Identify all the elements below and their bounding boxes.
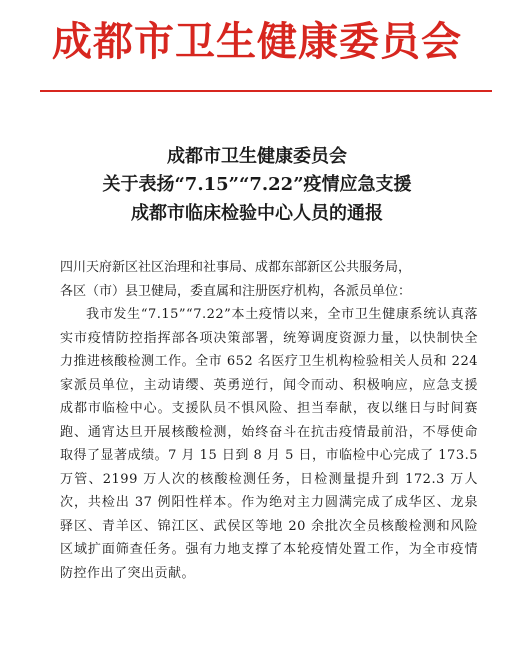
addressee-line-2: 各区（市）县卫健局，委直属和注册医疗机构，各派员单位： xyxy=(60,283,412,299)
notice-title-line-1: 成都市卫生健康委员会 xyxy=(167,146,347,167)
notice-title-line-3: 成都市临床检验中心人员的通报 xyxy=(131,203,383,224)
notice-title-line-2: 关于表扬“7.15”“7.22”疫情应急支援 xyxy=(102,174,412,195)
letterhead-org-name: 成都市卫生健康委员会 xyxy=(52,18,462,65)
addressee-block xyxy=(60,256,478,303)
addressee-line-1: 四川天府新区社区治理和社事局、成都东部新区公共服务局， xyxy=(60,260,412,275)
letterhead-red-rule xyxy=(40,90,492,92)
body-paragraph-1: 我市发生“7.15”“7.22”本土疫情以来，全市卫生健康系统认真落实市疫情防控指挥部各项决策部署，统筹调度资源力量，以快制快全力推进核酸检测工作。全市 652 名医疗卫生机构检验相关人员和 224 家派员单位，主动请缨、英勇逆行，闻令而动、积极响应，应急支援成都市临检中心。支援队员不惧风险、担当奉献，夜以继日与时间赛跑、通宵达旦开展核酸检测，始终奋斗在抗击疫情最前沿，不辱使命取得了显著成绩。7 月 15 日到 8 月 5 日，市临检中心完成了 173.5 万管、2199 万人次的核酸检测任务，日检测量提升到 172.3 万人次，共检出 37 例阳性样本。作为绝对主力圆满完成了成华区、龙泉驿区、青羊区、锦江区、武侯区等地 20 余批次全员核酸检测和风险区域扩面筛查任务。强有力地支撑了本轮疫情处置工作，为全市疫情防控作出了突出贡献。 xyxy=(60,307,478,581)
